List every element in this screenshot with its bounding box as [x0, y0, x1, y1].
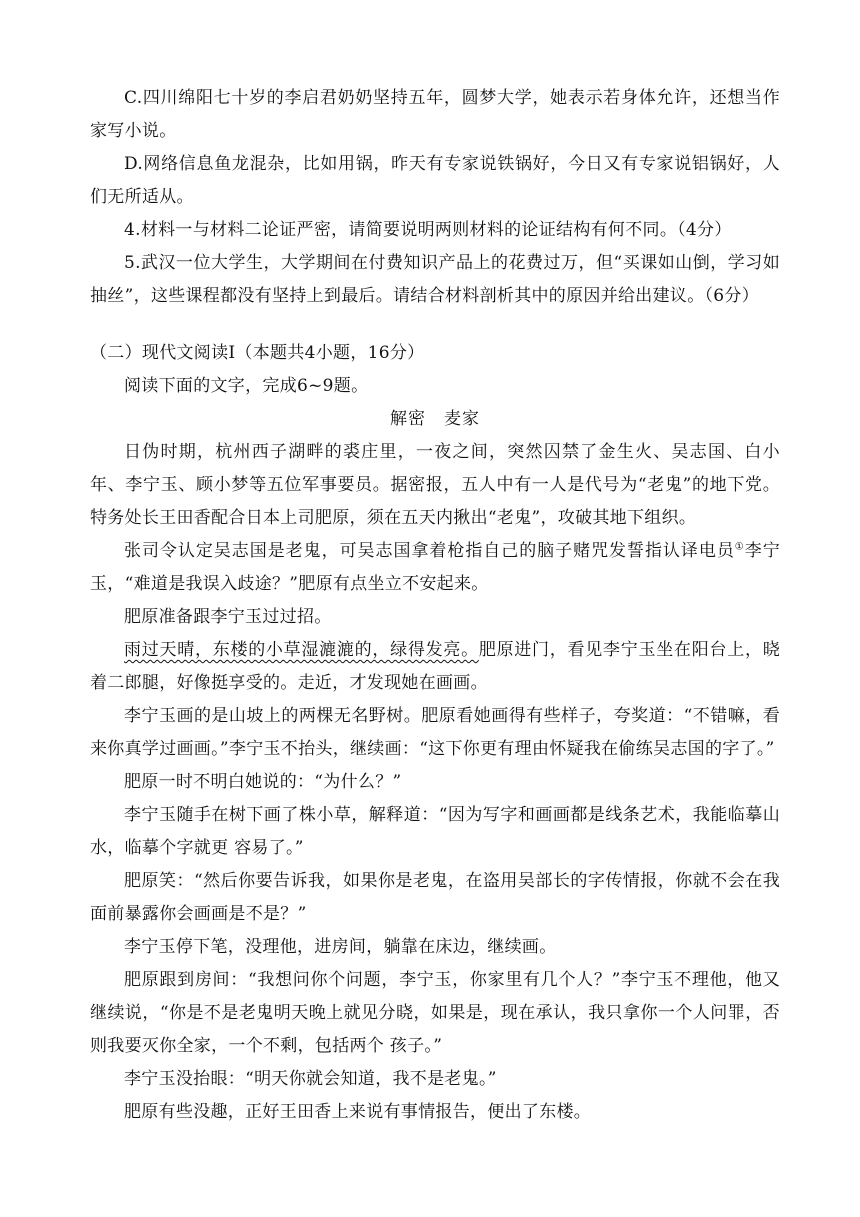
underlined-sentence: 雨过天晴，东楼的小草湿漉漉的，绿得发亮。	[124, 640, 479, 660]
story-paragraph-5: 李宁玉画的是山坡上的两棵无名野树。肥原看她画得有些样子，夸奖道：“不错嘛，看来你真学过画画。”李宁玉不抬头，继续画：“这下你更有理由怀疑我在偷练吴志国的字了。”	[90, 706, 780, 759]
story-paragraph-2-part-b: 李宁玉，“难道是我误入歧途？”肥原有点坐立不安起来。	[90, 541, 780, 594]
footnote-marker: ①	[734, 541, 745, 553]
story-title: 解密	[390, 409, 426, 429]
story-paragraph-9: 李宁玉停下笔，没理他，进房间，躺靠在床边，继续画。	[124, 937, 557, 957]
story-paragraph-1: 日伪时期，杭州西子湖畔的裘庄里，一夜之间，突然囚禁了金生火、吴志国、白小年、李宁玉、顾小梦等五位军事要员。据密报，五人中有一人是代号为“老鬼”的地下党。特务处长王田香配合日本上司肥原，须在五天内揪出“老鬼”，攻破其地下组织。	[90, 442, 780, 528]
story-paragraph-11: 李宁玉没抬眼：“明天你就会知道，我不是老鬼。”	[124, 1069, 497, 1089]
story-paragraph-10: 肥原跟到房间：“我想问你个问题，李宁玉，你家里有几个人？”李宁玉不理他，他又继续说，“你是不是老鬼明天晚上就见分晓，如果是，现在承认，我只拿你一个人问罪，否则我要灭你全家，一个不剩，包括两个 孩子。”	[90, 970, 780, 1056]
story-paragraph-7: 李宁玉随手在树下画了株小草，解释道：“因为写字和画画都是线条艺术，我能临摹山水，临摹个字就更 容易了。”	[90, 805, 780, 858]
story-paragraph-4	[90, 634, 780, 700]
question-5: 5.武汉一位大学生，大学期间在付费知识产品上的花费过万，但“买课如山倒，学习如抽丝”，这些课程都没有坚持上到最后。请结合材料剖析其中的原因并给出建议。（6分）	[90, 253, 780, 306]
story-paragraph-6: 肥原一时不明白她说的：“为什么？”	[124, 772, 402, 792]
section-instruction: 阅读下面的文字，完成6~9题。	[124, 376, 369, 396]
story-title-line	[90, 403, 780, 436]
story-paragraph-3: 肥原准备跟李宁玉过过招。	[124, 607, 332, 627]
section-heading: （二）现代文阅读Ⅰ（本题共4小题，16分）	[90, 343, 425, 363]
document-page	[90, 82, 780, 1129]
section-gap	[90, 313, 780, 337]
option-d: D.网络信息鱼龙混杂，比如用锅，昨天有专家说铁锅好，今日又有专家说铝锅好，人们无所适从。	[90, 154, 780, 207]
story-paragraph-8: 肥原笑：“然后你要告诉我，如果你是老鬼，在盗用吴部长的字传情报，你就不会在我面前暴露你会画画是不是？”	[90, 871, 780, 924]
story-paragraph-12: 肥原有些没趣，正好王田香上来说有事情报告，便出了东楼。	[124, 1102, 592, 1122]
story-paragraph-2	[90, 535, 780, 601]
question-4: 4.材料一与材料二论证严密，请简要说明两则材料的论证结构有何不同。（4分）	[124, 220, 732, 240]
story-paragraph-2-part-a: 张司令认定吴志国是老鬼，可吴志国拿着枪指自己的脑子赌咒发誓指认译电员	[124, 541, 735, 561]
story-paragraph-4-rest: 肥原进门，看见李宁玉坐在阳台上，晓着二郎腿，好像挺享受的。走近，才发现她在画画。	[90, 640, 780, 693]
story-author: 麦家	[444, 409, 480, 429]
option-c: C.四川绵阳七十岁的李启君奶奶坚持五年，圆梦大学，她表示若身体允许，还想当作家写小说。	[90, 88, 780, 141]
